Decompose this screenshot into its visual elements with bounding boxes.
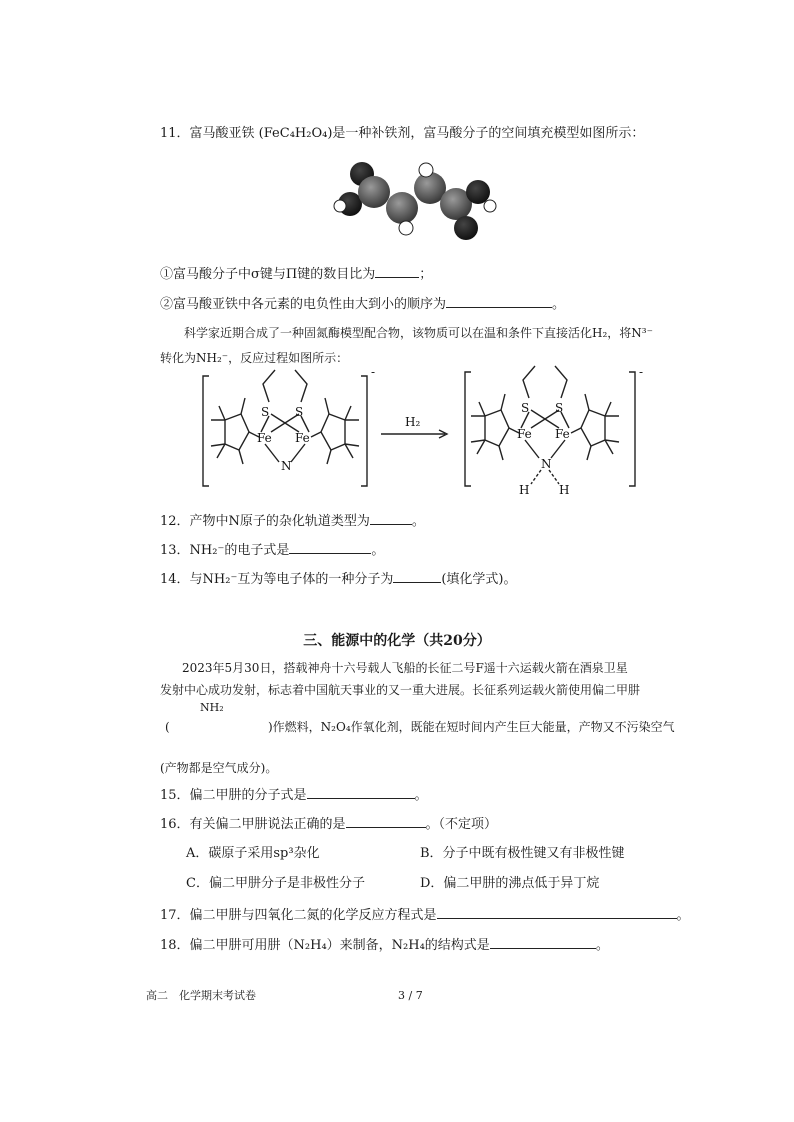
q15: 15．偏二甲肼的分子式是 。 — [160, 788, 428, 803]
q11-text: 11．富马酸亚铁 (FeC₄H₂O₄)是一种补铁剂，富马酸分子的空间填充模型如图所示： — [160, 126, 645, 141]
carbon-atom — [386, 192, 418, 224]
answer-blank[interactable] — [289, 541, 371, 554]
iron-label: Fe — [517, 427, 532, 441]
answer-blank[interactable] — [370, 512, 412, 525]
q12: 12．产物中N原子的杂化轨道类型为 。 — [160, 514, 425, 529]
sulfur-label: S — [555, 401, 564, 415]
footer-title: 高二 化学期末考试卷 — [146, 989, 256, 1002]
q11-sub1: ①富马酸分子中σ键与Π键的数目比为 ； — [160, 267, 433, 282]
page-number: 3 / 7 — [398, 989, 423, 1002]
nitrogen-label: N — [541, 457, 552, 471]
q16-option-c[interactable]: C．偏二甲肼分子是非极性分子 — [186, 876, 365, 891]
answer-blank[interactable] — [375, 265, 419, 278]
q18: 18．偏二甲肼可用肼（N₂H₄）来制备，N₂H₄的结构式是 。 — [160, 938, 609, 953]
fumaric-acid-space-filling-model — [330, 162, 500, 242]
answer-blank[interactable] — [490, 936, 596, 949]
passage2-line3: )作燃料，N₂O₄作氧化剂，既能在短时间内产生巨大能量，产物又不污染空气 — [268, 720, 675, 734]
product-charge: - — [639, 365, 644, 379]
sulfur-label: S — [521, 401, 530, 415]
hydrogen-atom — [399, 221, 413, 235]
section-3-title: 三、能源中的化学（共20分） — [303, 633, 491, 649]
answer-blank[interactable] — [437, 906, 677, 919]
answer-blank[interactable] — [346, 815, 426, 828]
sulfur-label: S — [261, 405, 270, 419]
q16-option-a[interactable]: A．碳原子采用sp³杂化 — [186, 846, 320, 861]
answer-blank[interactable] — [446, 295, 552, 308]
hydrogen-atom — [334, 200, 346, 212]
passage2-line2: 发射中心成功发射，标志着中国航天事业的又一重大进展。长征系列运载火箭使用偏二甲肼 — [160, 683, 641, 697]
carbon-atom — [358, 176, 390, 208]
oxygen-atom — [454, 216, 478, 240]
iron-label: Fe — [555, 427, 570, 441]
arrow-label: H₂ — [405, 415, 421, 429]
q17: 17．偏二甲肼与四氧化二氮的化学反应方程式是 。 — [160, 908, 690, 923]
q11-sub2: ②富马酸亚铁中各元素的电负性由大到小的顺序为 。 — [160, 297, 566, 312]
nitrogen-label: N — [281, 459, 292, 473]
passage2-line1: 2023年5月30日，搭载神舟十六号载人飞船的长征二号F遥十六运载火箭在酒泉卫星 — [182, 661, 628, 675]
hydrogen-atom — [484, 200, 496, 212]
passage2-line4: (产物都是空气成分)。 — [160, 761, 278, 775]
iron-label: Fe — [295, 431, 310, 445]
q16-option-d[interactable]: D．偏二甲肼的沸点低于异丁烷 — [420, 876, 600, 891]
q14: 14．与NH₂⁻互为等电子体的一种分子为 (填化学式)。 — [160, 572, 517, 587]
passage2-line3-open: ( — [165, 720, 170, 734]
reactant-charge: - — [371, 365, 376, 379]
answer-blank[interactable] — [307, 786, 415, 799]
q16: 16．有关偏二甲肼说法正确的是 。（不定项） — [160, 817, 498, 832]
passage1-line2: 转化为NH₂⁻，反应过程如图所示： — [160, 351, 349, 365]
hydrogen-label: H — [559, 483, 570, 497]
q13: 13．NH₂⁻的电子式是 。 — [160, 543, 385, 558]
passage1-line1: 科学家近期合成了一种固氮酶模型配合物，该物质可以在温和条件下直接活化H₂，将N³⁻ — [184, 326, 653, 340]
hydrogen-atom — [419, 163, 433, 177]
q16-option-b[interactable]: B．分子中既有极性键又有非极性键 — [420, 846, 625, 861]
nh2-group-label: NH₂ — [200, 701, 224, 714]
reaction-diagram — [195, 362, 645, 502]
answer-blank[interactable] — [393, 570, 441, 583]
iron-label: Fe — [257, 431, 272, 445]
sulfur-label: S — [295, 405, 304, 419]
hydrogen-label: H — [519, 483, 530, 497]
oxygen-atom — [466, 180, 490, 204]
